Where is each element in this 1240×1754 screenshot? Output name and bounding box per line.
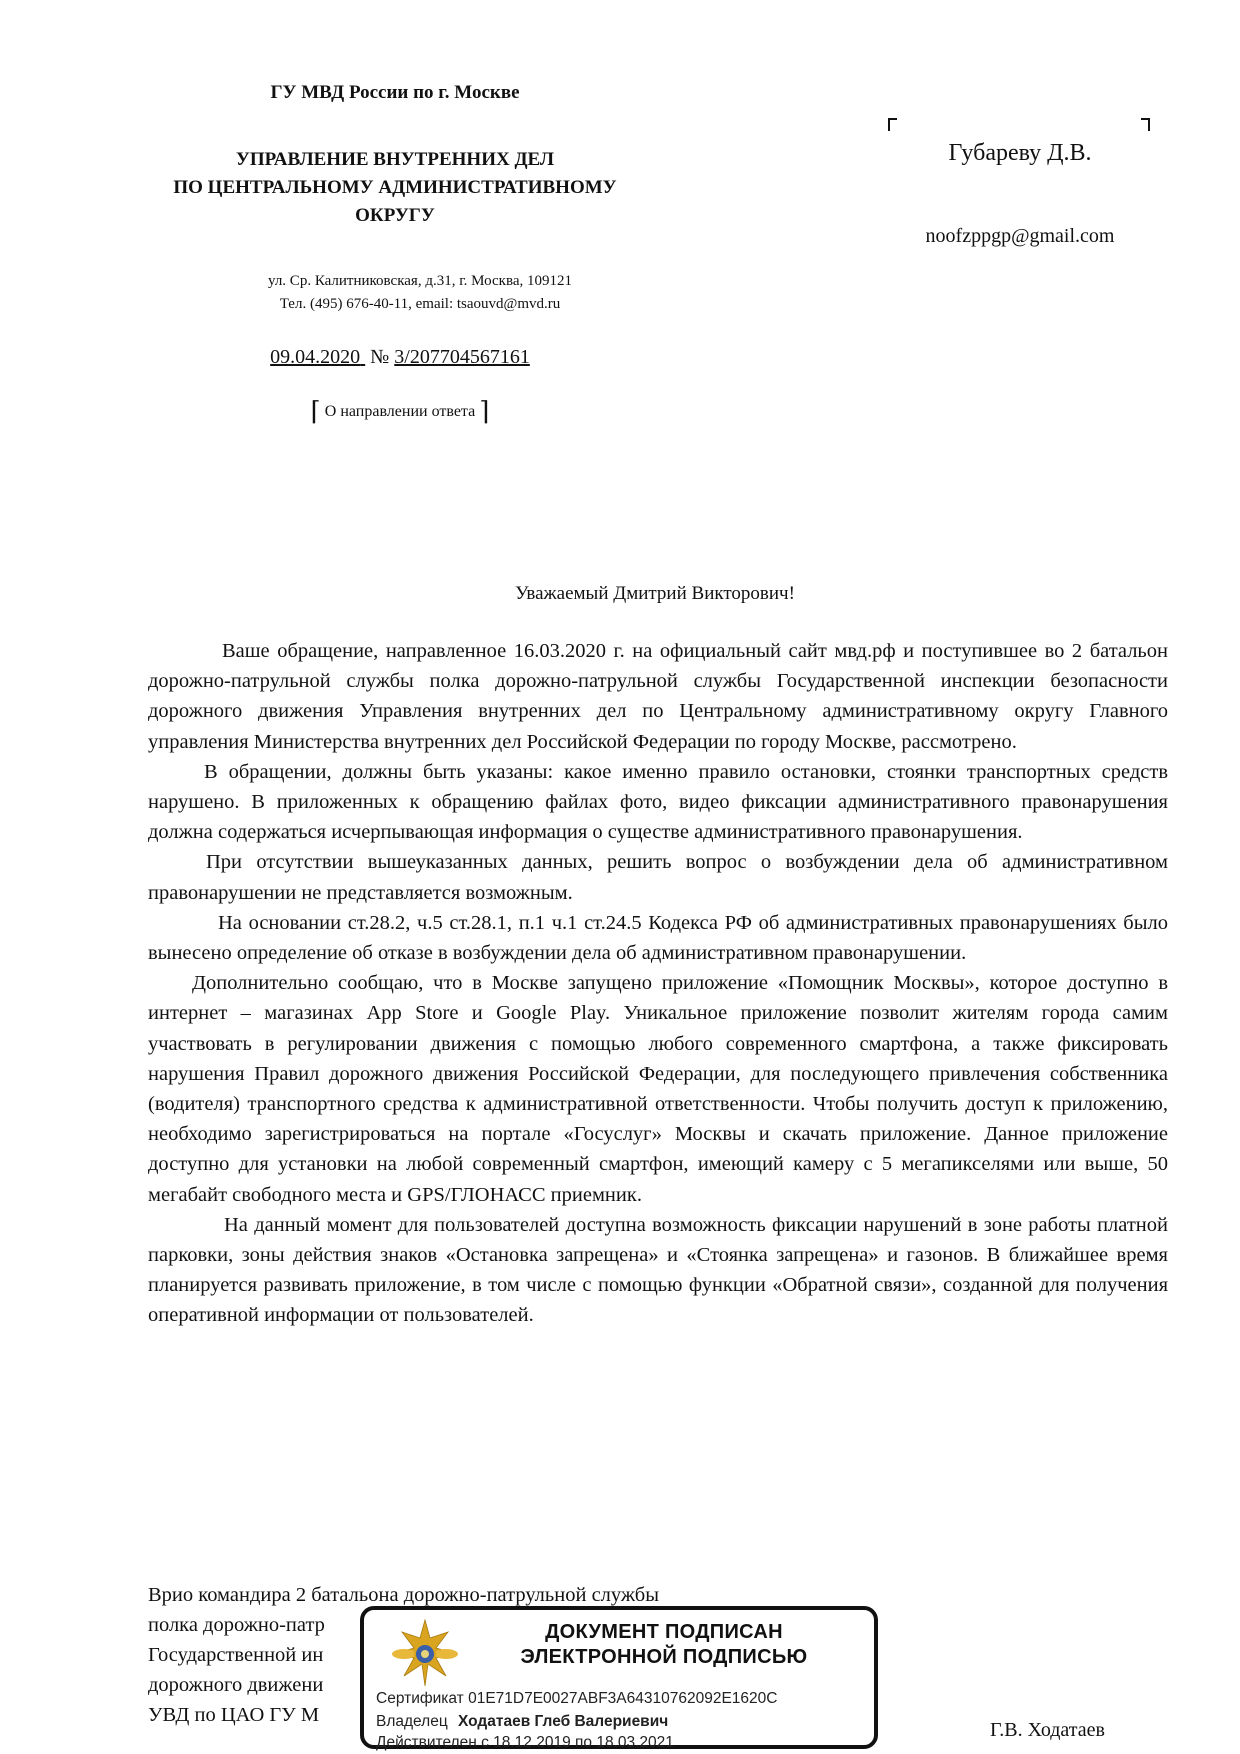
bracket-right-icon: ⌉ <box>479 397 490 427</box>
org-name-line: ПО ЦЕНТРАЛЬНОМУ АДМИНИСТРАТИВНОМУ <box>173 177 617 198</box>
greeting: Уважаемый Дмитрий Викторович! <box>515 583 795 604</box>
subject-line <box>110 397 680 427</box>
corner-bracket-left-icon <box>888 118 897 131</box>
certificate-value: 01E71D7E0027ABF3A64310762092E1620C <box>468 1690 778 1707</box>
body-paragraph: Ваше обращение, направленное 16.03.2020 г. на официальный сайт мвд.рф и поступившее во 2 батальон дорожно-патрульной службы полка дорожно-патрульной службы Государственной инспекции безопасности дорожного движения Управления внутренних дел по Центральному административному округу Главного управления Министерства внутренних дел Российской Федерации по городу Москве, рассмотрено. <box>148 640 1168 753</box>
body-paragraph: Дополнительно сообщаю, что в Москве запущено приложение «Помощник Москвы», которое доступно в интернет – магазинах App Store и Google Play. Уникальное приложение позволит жителям города самим участвовать в регулировании движения с помощью любого современного смартфона, а также фиксировать нарушения Правил дорожного движения Российской Федерации, для последующего привлечения собственника (водителя) транспортного средства к административной ответственности. Чтобы получить доступ к приложению, необходимо зарегистрироваться на портале «Госуслуг» Москвы и скачать приложение. Данное приложение доступно для установки на любой современный смартфон, имеющий камеру с 5 мегапикселями или выше, 50 мегабайт свободного места и GPS/ГЛОНАСС приемник. <box>148 972 1168 1206</box>
body-paragraph: В обращении, должны быть указаны: какое именно правило остановки, стоянки транспортных средств нарушено. В приложенных к обращению файлах фото, видео фиксации административного правонарушения должна содержаться исчерпывающая информация о существе административного правонарушения. <box>148 760 1168 844</box>
bracket-left-icon: ⌈ <box>310 397 321 427</box>
corner-bracket-right-icon <box>1141 118 1150 131</box>
stamp-owner <box>376 1713 668 1731</box>
stamp-title <box>474 1620 854 1670</box>
subject: О направлении ответа <box>324 403 476 420</box>
org-contacts: Тел. (495) 676-40-11, email: tsaouvd@mvd.ru <box>279 296 561 312</box>
org-name-line: УПРАВЛЕНИЕ ВНУТРЕННИХ ДЕЛ <box>235 149 555 170</box>
owner-value: Ходатаев Глеб Валериевич <box>458 1713 669 1730</box>
org-parent: ГУ МВД России по г. Москве <box>270 82 520 103</box>
org-name <box>110 146 680 230</box>
org-address: ул. Ср. Калитниковская, д.31, г. Москва, 109121 <box>267 273 572 289</box>
certificate-label: Сертификат <box>376 1690 464 1707</box>
signature-position-line: Врио командира 2 батальона дорожно-патрульной службы <box>148 1584 659 1606</box>
letterhead <box>110 82 680 427</box>
signature-position-line: УВД по ЦАО ГУ М <box>148 1704 320 1726</box>
org-name-line: ОКРУГУ <box>355 205 435 226</box>
recipient-name: Губареву Д.В. <box>948 140 1092 166</box>
document-number-label: № <box>370 346 390 368</box>
electronic-signature-stamp <box>360 1606 878 1749</box>
stamp-validity: Действителен с 18.12.2019 по 18.03.2021 <box>376 1734 674 1751</box>
owner-label: Владелец <box>376 1713 448 1730</box>
document-date: 09.04.2020 <box>270 346 361 368</box>
org-address-block <box>110 270 680 316</box>
recipient-block <box>880 118 1160 248</box>
recipient-email: noofzppgp@gmail.com <box>925 225 1115 247</box>
letter-body <box>148 636 1168 1331</box>
body-paragraph: На данный момент для пользователей доступна возможность фиксации нарушений в зоне работы платной парковки, зоны действия знаков «Остановка запрещена» и «Стоянка запрещена» и газонов. В ближайшее время планируется развивать приложение, в том числе с помощью функции «Обратной связи», созданной для получения оперативной информации от пользователей. <box>148 1213 1168 1327</box>
stamp-title-line: ДОКУМЕНТ ПОДПИСАН <box>545 1621 783 1643</box>
signature-position-line: полка дорожно-патр <box>148 1614 325 1636</box>
body-paragraph: На основании ст.28.2, ч.5 ст.28.1, п.1 ч.1 ст.24.5 Кодекса РФ об административных правонарушениях было вынесено определение об отказе в возбуждении дела об административном правонарушении. <box>148 911 1168 965</box>
stamp-certificate <box>376 1690 777 1708</box>
document-reference <box>110 346 680 369</box>
body-paragraph: При отсутствии вышеуказанных данных, решить вопрос о возбуждении дела об административном правонарушении не представляется возможным. <box>148 851 1168 904</box>
signature-position-line: дорожного движени <box>148 1674 324 1696</box>
signature-position-line: Государственной ин <box>148 1644 324 1666</box>
mvd-emblem-icon <box>390 1618 460 1688</box>
document-number: 3/207704567161 <box>394 346 530 368</box>
stamp-title-line: ЭЛЕКТРОННОЙ ПОДПИСЬЮ <box>520 1646 808 1668</box>
signer-name: Г.В. Ходатаев <box>990 1719 1105 1741</box>
